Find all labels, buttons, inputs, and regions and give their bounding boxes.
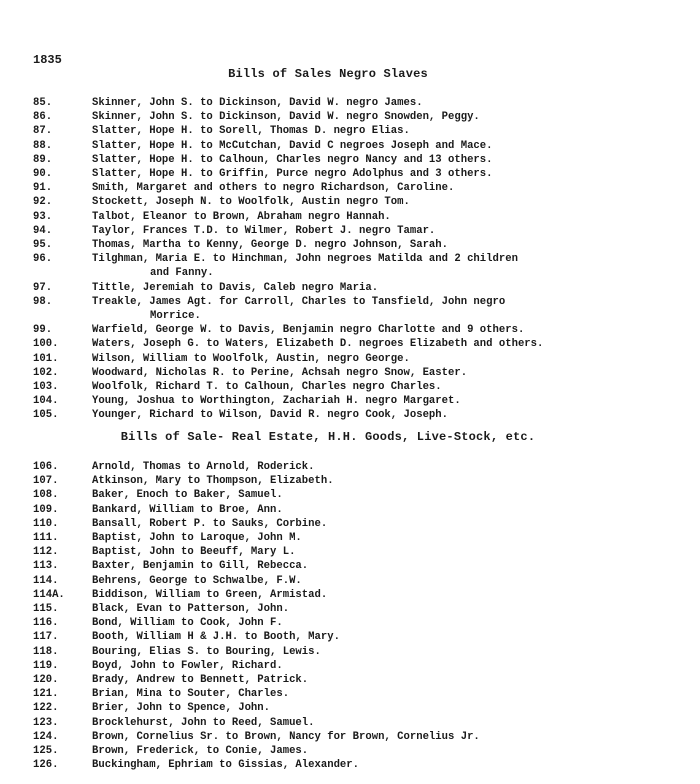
entry-number: 120. (33, 674, 59, 687)
entry-text: Talbot, Eleanor to Brown, Abraham negro Hannah. (92, 210, 391, 223)
entry-row (33, 659, 695, 673)
entry-text: Warfield, George W. to Davis, Benjamin negro Charlotte and 9 others. (92, 324, 525, 337)
entry-row (33, 352, 695, 366)
entry-text: Black, Evan to Patterson, John. (92, 603, 290, 616)
entry-text: Skinner, John S. to Dickinson, David W. negro James. (92, 97, 423, 109)
entry-number: 88. (33, 139, 53, 152)
entry-number: 98. (33, 295, 53, 308)
entry-row (33, 181, 695, 195)
entry-number: 118. (33, 645, 59, 658)
entry-row (33, 503, 695, 517)
entry-number: 104. (33, 395, 59, 408)
entry-row (33, 744, 695, 758)
entry-text: Tilghman, Maria E. to Hinchman, John negroes Matilda and 2 children (92, 253, 518, 266)
page-year: 1835 (33, 53, 62, 67)
entry-text: Taylor, Frances T.D. to Wilmer, Robert J. negro Tamar. (92, 224, 436, 237)
entry-row (33, 545, 695, 559)
entry-row (33, 630, 695, 644)
entry-text: Brady, Andrew to Bennett, Patrick. (92, 674, 309, 687)
entry-row (33, 602, 695, 616)
entry-number: 107. (33, 475, 59, 488)
entry-text: Slatter, Hope H. to McCutchan, David C negroes Joseph and Mace. (92, 139, 493, 152)
entry-row (33, 252, 695, 266)
entry-row (33, 531, 695, 545)
entry-number: 101. (33, 352, 59, 365)
entry-number: 112. (33, 546, 59, 559)
entry-row (33, 153, 695, 167)
entry-text: Young, Joshua to Worthington, Zachariah H. negro Margaret. (92, 395, 461, 408)
entry-text: Slatter, Hope H. to Griffin, Purce negro Adolphus and 3 others. (92, 168, 493, 181)
entry-text: Tittle, Jeremiah to Davis, Caleb negro Maria. (92, 281, 379, 294)
entry-number: 85. (33, 97, 53, 109)
entry-number: 95. (33, 239, 53, 252)
entry-number: 91. (33, 182, 53, 195)
entry-text: Slatter, Hope H. to Sorell, Thomas D. negro Elias. (92, 125, 410, 138)
entry-row (33, 337, 695, 351)
entry-row (33, 687, 695, 701)
entry-text: Booth, William H & J.H. to Booth, Mary. (92, 631, 340, 644)
entry-row (33, 238, 695, 252)
entry-number: 99. (33, 324, 53, 337)
entry-row (33, 616, 695, 630)
entry-row (33, 408, 695, 422)
entry-row (33, 96, 695, 110)
entry-row (33, 474, 695, 488)
entry-text: Buckingham, Ephriam to Gissias, Alexander. (92, 759, 360, 772)
entry-number: 92. (33, 196, 53, 209)
entry-text: Brown, Frederick, to Conie, James. (92, 745, 309, 758)
entry-number: 89. (33, 153, 53, 166)
entry-text: Waters, Joseph G. to Waters, Elizabeth D. negroes Elizabeth and others. (92, 338, 544, 351)
entry-number: 114. (33, 574, 59, 587)
entry-text: Bankard, William to Broe, Ann. (92, 503, 283, 516)
entry-row (33, 323, 695, 337)
entry-number: 100. (33, 338, 59, 351)
entry-text: Arnold, Thomas to Arnold, Roderick. (92, 461, 315, 473)
entry-row (33, 701, 695, 715)
entry-row (33, 224, 695, 238)
entry-row (33, 730, 695, 744)
entry-text: Skinner, John S. to Dickinson, David W. negro Snowden, Peggy. (92, 111, 480, 124)
entry-text: Smith, Margaret and others to negro Richardson, Caroline. (92, 182, 455, 195)
entry-row (33, 673, 695, 687)
entry-number: 122. (33, 702, 59, 715)
entry-number: 117. (33, 631, 59, 644)
entry-number: 121. (33, 688, 59, 701)
entry-continuation: and Fanny. (150, 267, 214, 280)
entry-text: Slatter, Hope H. to Calhoun, Charles negro Nancy and 13 others. (92, 153, 493, 166)
entry-text: Atkinson, Mary to Thompson, Elizabeth. (92, 475, 334, 488)
entry-list-real-estate (33, 460, 695, 772)
entry-number: 108. (33, 489, 59, 502)
entry-row (33, 394, 695, 408)
entry-text: Bouring, Elias S. to Bouring, Lewis. (92, 645, 321, 658)
entry-text: Thomas, Martha to Kenny, George D. negro Johnson, Sarah. (92, 239, 449, 252)
entry-row (33, 167, 695, 181)
entry-text: Behrens, George to Schwalbe, F.W. (92, 574, 302, 587)
entry-row (33, 758, 695, 772)
entry-row (33, 460, 695, 474)
entry-number: 126. (33, 759, 59, 772)
entry-number: 97. (33, 281, 53, 294)
entry-text: Biddison, William to Green, Armistad. (92, 588, 328, 601)
entry-number: 86. (33, 111, 53, 124)
entry-row (33, 366, 695, 380)
entry-continuation: Morrice. (150, 310, 201, 323)
entry-number: 93. (33, 210, 53, 223)
entry-row (33, 110, 695, 124)
entry-number: 114A. (33, 588, 65, 601)
entry-text: Treakle, James Agt. for Carroll, Charles to Tansfield, John negro (92, 295, 506, 308)
entry-text: Bansall, Robert P. to Sauks, Corbine. (92, 517, 328, 530)
entry-text: Younger, Richard to Wilson, David R. negro Cook, Joseph. (92, 409, 449, 422)
entry-number: 103. (33, 381, 59, 394)
entry-number: 116. (33, 617, 59, 630)
entry-number: 111. (33, 532, 59, 545)
entry-number: 113. (33, 560, 59, 573)
entry-row (33, 588, 695, 602)
entry-text: Baptist, John to Beeuff, Mary L. (92, 546, 296, 559)
entry-row (33, 488, 695, 502)
entry-text: Brown, Cornelius Sr. to Brown, Nancy for Brown, Cornelius Jr. (92, 730, 480, 743)
entry-text: Wilson, William to Woolfolk, Austin, negro George. (92, 352, 410, 365)
entry-number: 96. (33, 253, 53, 266)
entry-number: 125. (33, 745, 59, 758)
entry-row (33, 210, 695, 224)
entry-row (33, 574, 695, 588)
entry-row (33, 716, 695, 730)
section-heading-real-estate: Bills of Sale- Real Estate, H.H. Goods, Live-Stock, etc. (120, 430, 536, 444)
entry-number: 106. (33, 461, 59, 473)
entry-number: 94. (33, 224, 53, 237)
entry-row (33, 124, 695, 138)
entry-number: 87. (33, 125, 53, 138)
entry-text: Woodward, Nicholas R. to Perine, Achsah negro Snow, Easter. (92, 366, 468, 379)
entry-number: 115. (33, 603, 59, 616)
entry-row (33, 380, 695, 394)
entry-text: Brier, John to Spence, John. (92, 702, 271, 715)
entry-row (33, 559, 695, 573)
entry-number: 119. (33, 659, 59, 672)
entry-number: 109. (33, 503, 59, 516)
entry-text: Brocklehurst, John to Reed, Samuel. (92, 716, 315, 729)
entry-text: Bond, William to Cook, John F. (92, 617, 283, 630)
entry-text: Woolfolk, Richard T. to Calhoun, Charles negro Charles. (92, 381, 442, 394)
entry-number: 124. (33, 730, 59, 743)
entry-row (33, 517, 695, 531)
entry-number: 102. (33, 366, 59, 379)
entry-row (33, 645, 695, 659)
entry-number: 110. (33, 517, 59, 530)
entry-row (33, 195, 695, 209)
entry-list-slaves (33, 96, 695, 423)
section-heading-slaves: Bills of Sales Negro Slaves (228, 67, 428, 81)
entry-text: Boyd, John to Fowler, Richard. (92, 659, 283, 672)
entry-number: 90. (33, 168, 53, 181)
entry-text: Baker, Enoch to Baker, Samuel. (92, 489, 283, 502)
entry-row (33, 139, 695, 153)
entry-row (33, 295, 695, 309)
entry-text: Stockett, Joseph N. to Woolfolk, Austin negro Tom. (92, 196, 410, 209)
entry-text: Baxter, Benjamin to Gill, Rebecca. (92, 560, 309, 573)
entry-number: 123. (33, 716, 59, 729)
entry-row (33, 281, 695, 295)
entry-text: Brian, Mina to Souter, Charles. (92, 688, 290, 701)
entry-text: Baptist, John to Laroque, John M. (92, 532, 302, 545)
entry-number: 105. (33, 409, 59, 422)
